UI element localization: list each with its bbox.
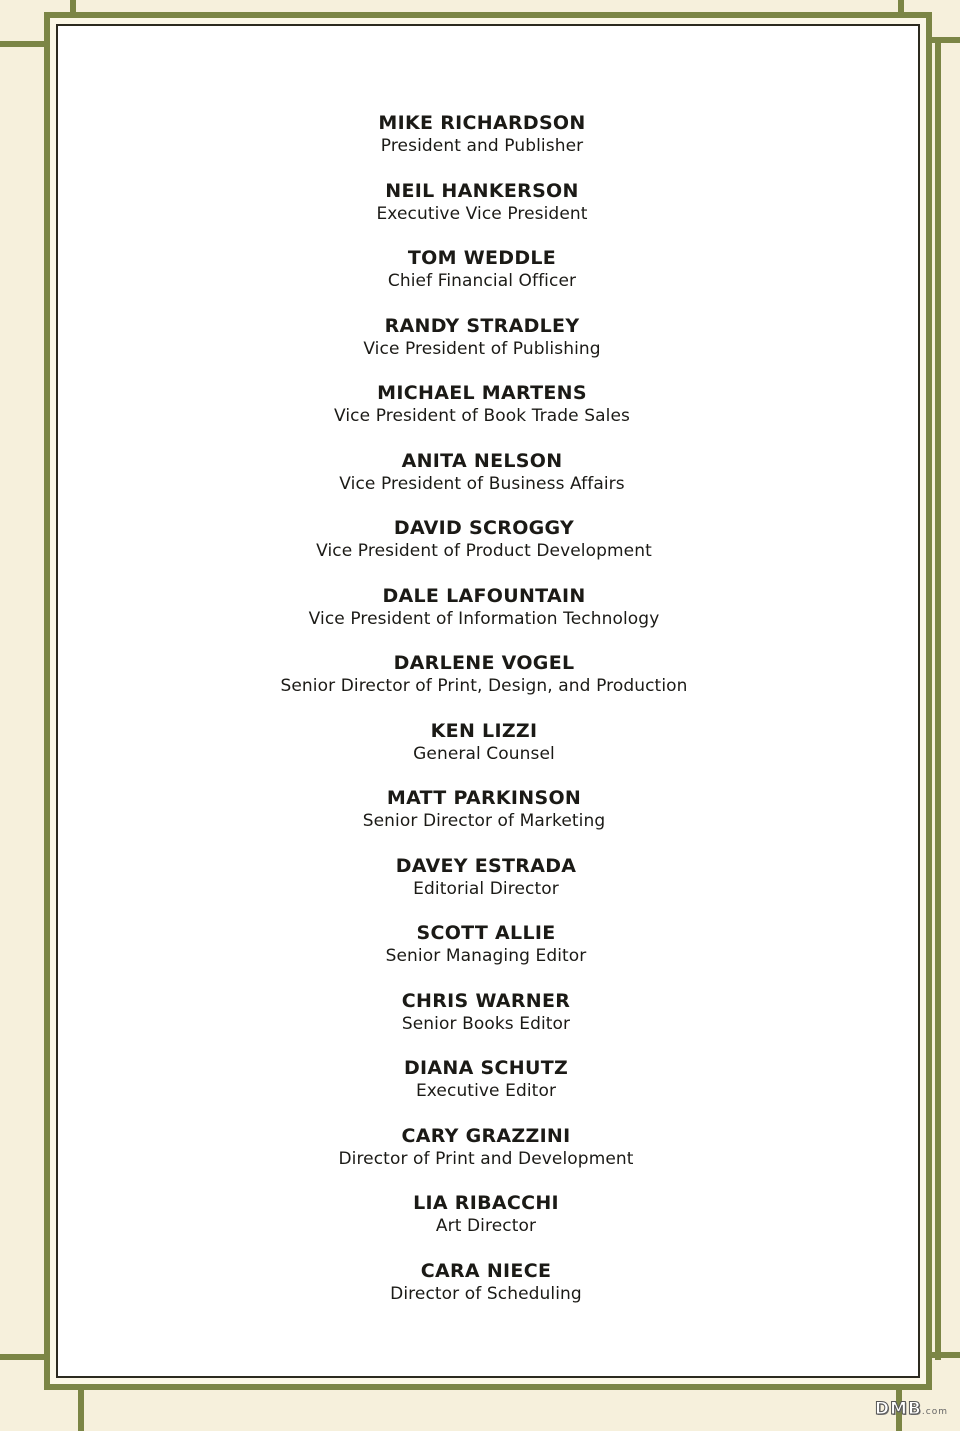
- credit-entry: [54, 1125, 918, 1193]
- credit-title: Vice President of Information Technology: [308, 608, 660, 629]
- credit-entry: [50, 652, 918, 720]
- credit-title: Vice President of Book Trade Sales: [334, 406, 630, 426]
- credit-name: DALE LAFOUNTAIN: [382, 584, 586, 607]
- credit-name: CHRIS WARNER: [401, 989, 571, 1012]
- credit-title: Senior Managing Editor: [385, 946, 587, 966]
- credit-title: Director of Scheduling: [390, 1283, 582, 1304]
- credit-entry: [46, 247, 918, 315]
- credit-name: ANITA NELSON: [401, 449, 563, 472]
- credit-entry: [54, 922, 918, 990]
- credit-title: Chief Financial Officer: [387, 271, 577, 291]
- credit-name: DIANA SCHUTZ: [403, 1057, 569, 1079]
- credit-name: DAVEY ESTRADA: [395, 854, 577, 877]
- credit-entry: [54, 1260, 918, 1328]
- credit-entry: [50, 517, 918, 585]
- credit-name: DAVID SCROGGY: [393, 517, 575, 539]
- credit-entry: [54, 855, 918, 923]
- credit-entry: [46, 450, 918, 518]
- credit-entry: [50, 720, 918, 788]
- frame-line-vertical-bottom-left: [78, 1385, 84, 1431]
- frame-line-right: [935, 40, 941, 1360]
- credit-name: CARY GRAZZINI: [401, 1124, 571, 1147]
- watermark-logo-text: DMB: [874, 1399, 922, 1419]
- watermark-domain-text: .com: [921, 1407, 948, 1417]
- credits-list: [58, 112, 918, 1327]
- credit-title: Vice President of Product Development: [316, 541, 652, 561]
- credit-title: Vice President of Business Affairs: [339, 473, 625, 494]
- credit-title: President and Publisher: [380, 136, 584, 156]
- credit-name: SCOTT ALLIE: [416, 922, 556, 944]
- credits-panel: [44, 12, 932, 1390]
- credit-title: Senior Director of Print, Design, and Production: [280, 676, 688, 696]
- credit-title: Executive Vice President: [376, 203, 588, 224]
- credit-title: Editorial Director: [413, 878, 559, 899]
- credit-entry: [50, 787, 918, 855]
- credit-entry: [46, 382, 918, 450]
- credit-entry: [46, 315, 918, 383]
- credit-title: Director of Print and Development: [338, 1148, 634, 1169]
- credit-name: TOM WEDDLE: [407, 247, 557, 269]
- credit-title: Executive Editor: [415, 1081, 557, 1101]
- credit-name: CARA NIECE: [420, 1259, 552, 1282]
- credit-title: Art Director: [435, 1216, 537, 1236]
- credit-title: Senior Books Editor: [401, 1013, 571, 1034]
- credit-name: MICHAEL MARTENS: [377, 382, 587, 404]
- credit-entry: [50, 585, 918, 653]
- credit-name: NEIL HANKERSON: [385, 179, 579, 202]
- credit-name: MATT PARKINSON: [386, 787, 582, 809]
- credit-name: LIA RIBACCHI: [413, 1192, 559, 1214]
- credit-name: MIKE RICHARDSON: [378, 112, 586, 134]
- credit-entry: [54, 1057, 918, 1125]
- credit-title: Senior Director of Marketing: [362, 811, 606, 831]
- credit-entry: [54, 1192, 918, 1260]
- credit-entry: [46, 180, 918, 248]
- credit-name: DARLENE VOGEL: [393, 652, 575, 674]
- credits-panel-inner: [56, 24, 920, 1378]
- credit-name: KEN LIZZI: [430, 719, 538, 742]
- credit-entry: [46, 112, 918, 180]
- credit-title: Vice President of Publishing: [363, 338, 601, 359]
- credit-entry: [54, 990, 918, 1058]
- site-watermark-logo: [875, 1399, 948, 1419]
- credit-name: RANDY STRADLEY: [384, 314, 580, 337]
- credit-title: General Counsel: [413, 743, 555, 764]
